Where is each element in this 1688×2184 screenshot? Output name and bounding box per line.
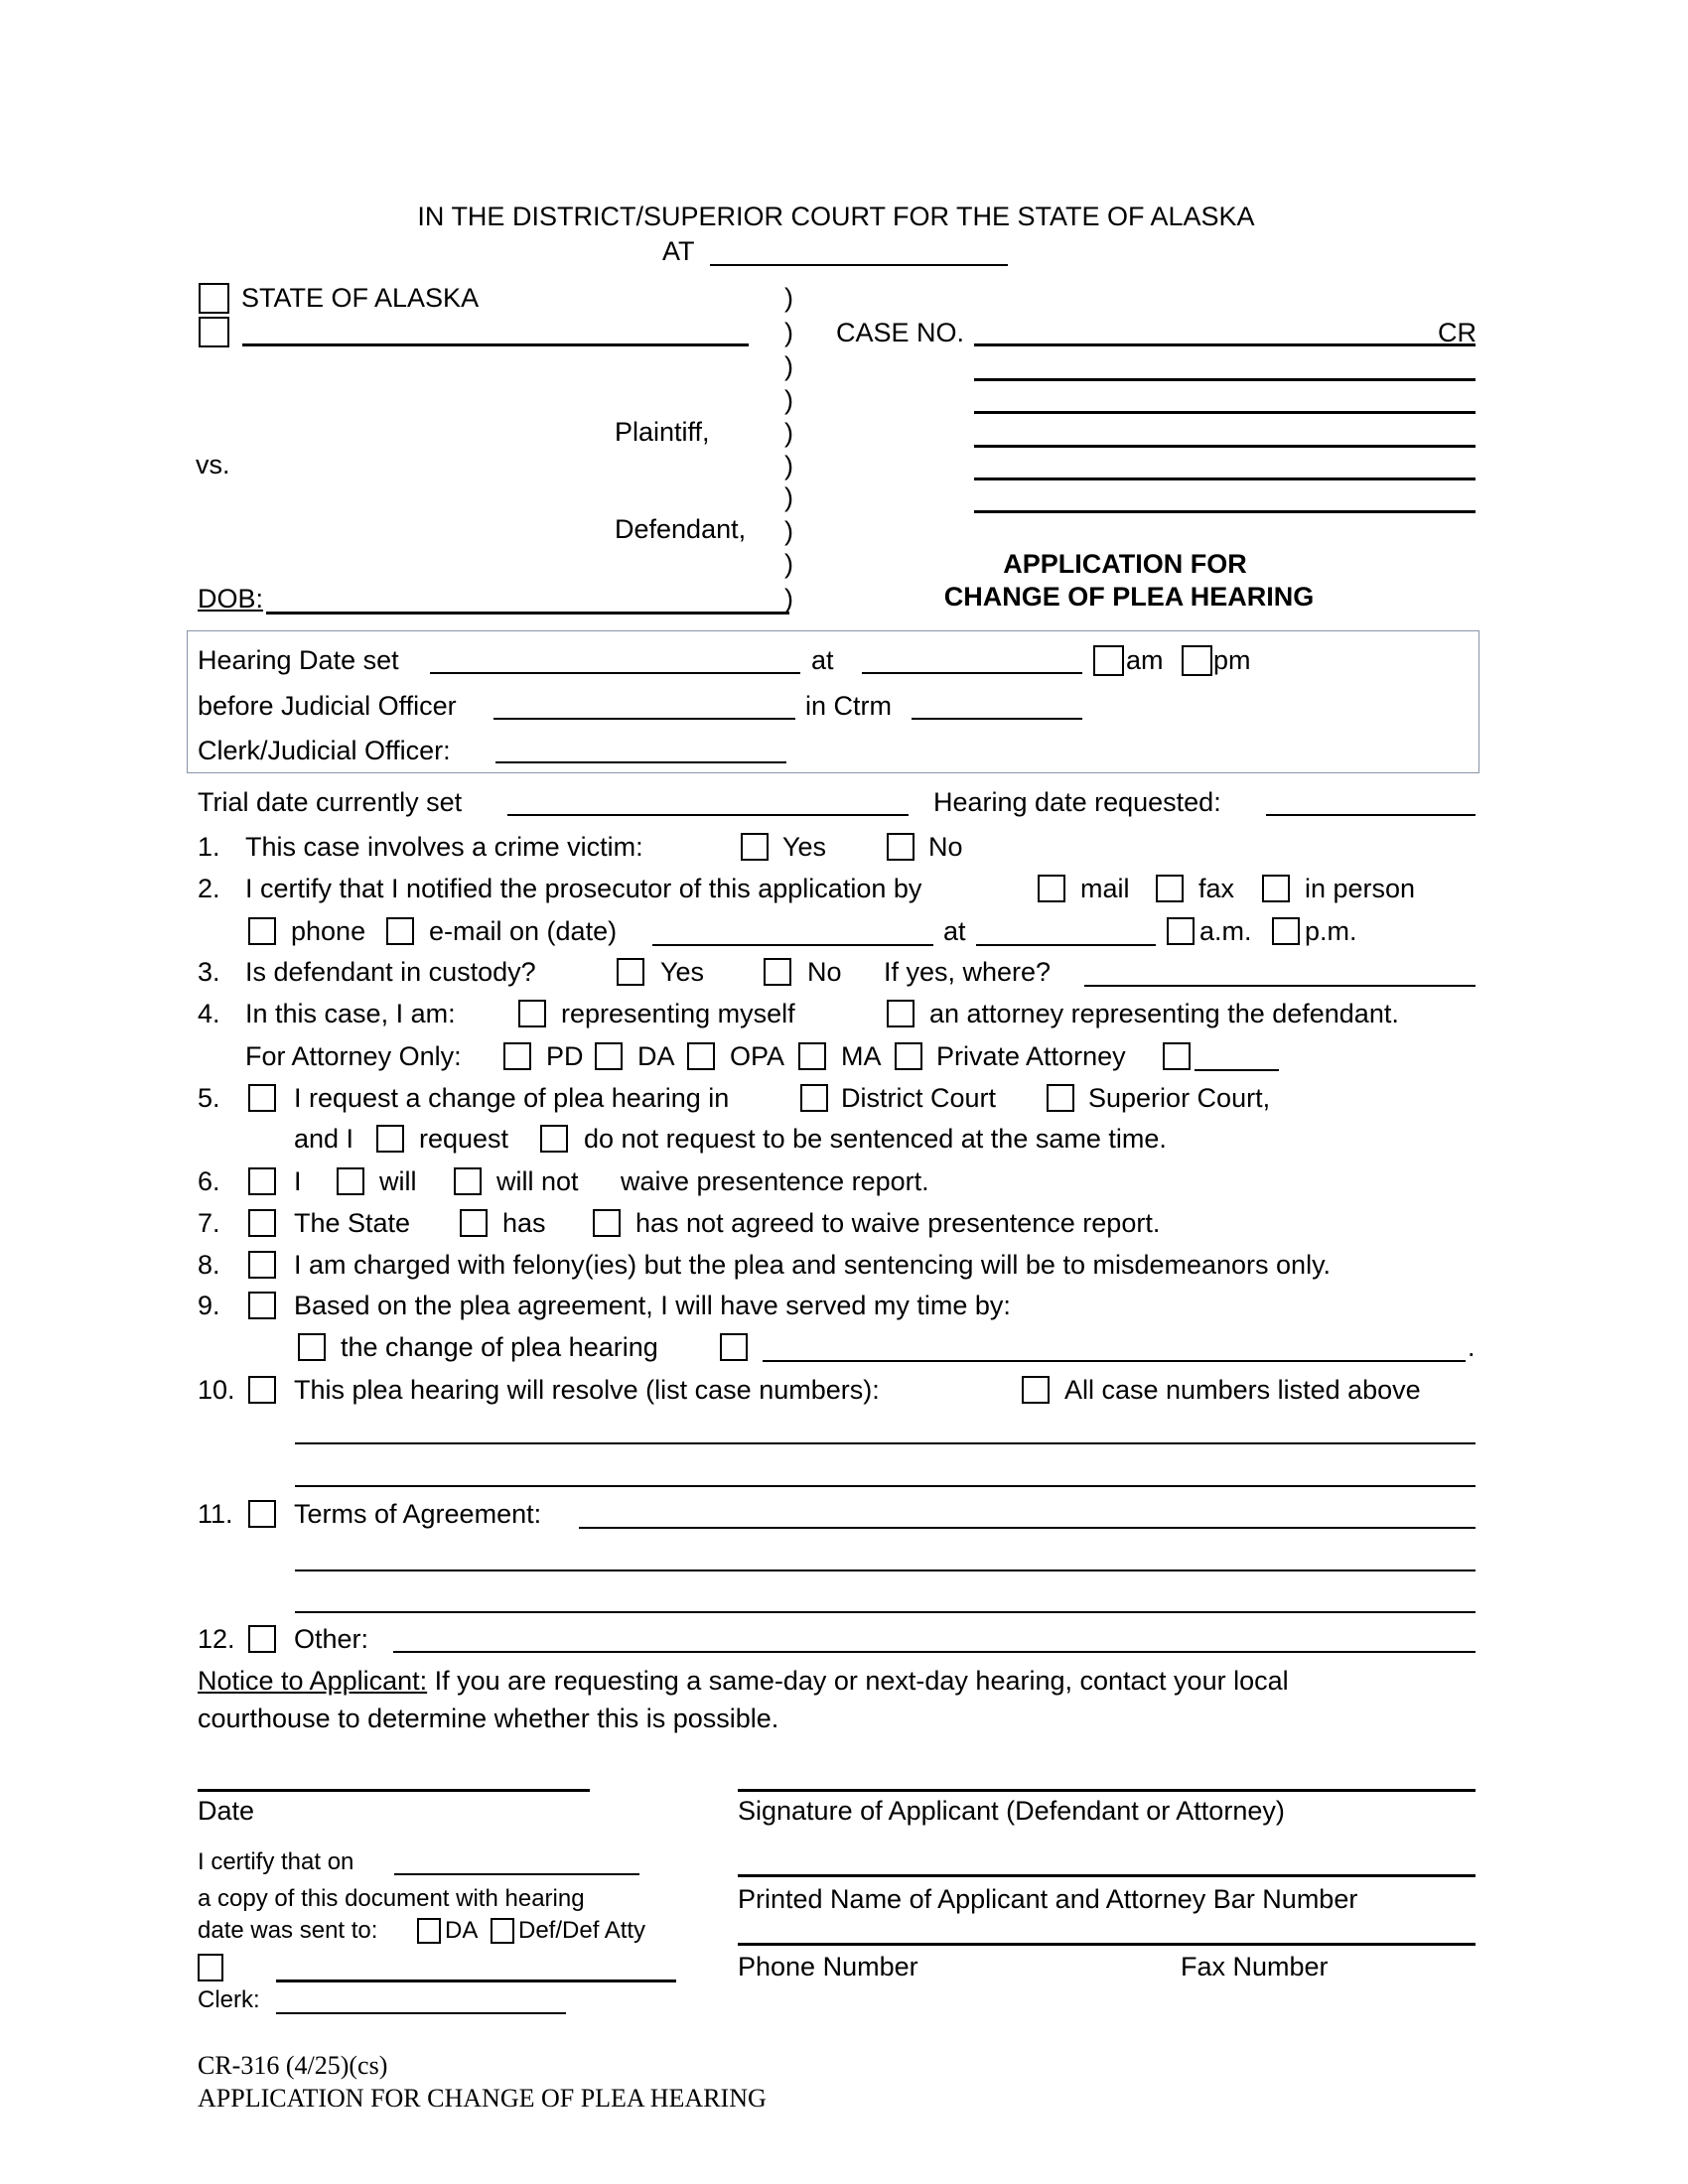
request-label: request	[419, 1124, 509, 1154]
district-court-checkbox[interactable]	[800, 1084, 828, 1112]
case-no-field-3[interactable]	[974, 411, 1476, 414]
private-attorney-checkbox[interactable]	[895, 1042, 922, 1070]
clerk-field[interactable]	[276, 2012, 566, 2014]
yes-label: Yes	[782, 832, 827, 862]
other-attorney-checkbox[interactable]	[1163, 1042, 1191, 1070]
hearing-requested-label: Hearing date requested:	[933, 787, 1221, 817]
pm-label: pm	[1213, 645, 1251, 675]
case-no-field-4[interactable]	[974, 445, 1476, 448]
victim-no-checkbox[interactable]	[887, 833, 914, 861]
form-number: CR-316 (4/25)(cs)	[198, 2051, 388, 2080]
notify-time-field[interactable]	[976, 944, 1156, 946]
trial-date-field[interactable]	[507, 814, 909, 816]
other-date-checkbox[interactable]	[720, 1333, 748, 1361]
dob-field[interactable]	[266, 612, 789, 614]
item7-checkbox[interactable]	[248, 1209, 276, 1237]
clerk-officer-field[interactable]	[495, 761, 786, 763]
case-no-label: CASE NO.	[836, 318, 965, 347]
notify-pm-checkbox[interactable]	[1272, 917, 1300, 945]
time-served-checkbox[interactable]	[248, 1292, 276, 1319]
cr-suffix: CR	[1438, 318, 1477, 347]
sent-da-checkbox[interactable]	[417, 1918, 441, 1944]
mail-checkbox[interactable]	[1038, 875, 1065, 902]
representing-myself-label: representing myself	[561, 999, 795, 1028]
custody-question: Is defendant in custody?	[245, 957, 536, 987]
applicant-role-question: In this case, I am:	[245, 999, 456, 1028]
email-checkbox[interactable]	[386, 917, 414, 945]
form-title-line2: CHANGE OF PLEA HEARING	[943, 582, 1315, 612]
phone-label: phone	[291, 916, 366, 946]
paren: )	[784, 482, 793, 512]
phone-checkbox[interactable]	[248, 917, 276, 945]
pd-label: PD	[546, 1041, 584, 1071]
has-label: has	[502, 1208, 546, 1238]
da-checkbox[interactable]	[595, 1042, 623, 1070]
da-label: DA	[637, 1041, 675, 1071]
other-plaintiff-field[interactable]	[242, 343, 749, 346]
state-has-checkbox[interactable]	[460, 1209, 488, 1237]
case-no-field[interactable]	[974, 343, 1476, 346]
change-hearing-checkbox[interactable]	[298, 1333, 326, 1361]
superior-court-label: Superior Court,	[1088, 1083, 1271, 1113]
request-hearing-label: I request a change of plea hearing in	[294, 1083, 730, 1113]
hearing-time-field[interactable]	[862, 672, 1082, 674]
vs-label: vs.	[196, 450, 230, 479]
court-heading: IN THE DISTRICT/SUPERIOR COURT FOR THE STATE OF ALASKA	[417, 202, 1255, 231]
certify-text: a copy of this document with hearing	[198, 1885, 585, 1912]
date-label: Date	[198, 1796, 255, 1826]
am-label: a.m.	[1199, 916, 1252, 946]
other-plaintiff-checkbox[interactable]	[199, 317, 229, 347]
signature-label: Signature of Applicant (Defendant or Attorney)	[738, 1796, 1285, 1826]
at-label: AT	[662, 236, 695, 266]
certify-label: I certify that on	[198, 1848, 354, 1875]
date-field[interactable]	[198, 1789, 590, 1792]
courtroom-label: in Ctrm	[805, 691, 892, 721]
item-number: 9.	[198, 1291, 220, 1320]
custody-yes-checkbox[interactable]	[617, 958, 644, 986]
judicial-officer-label: before Judicial Officer	[198, 691, 457, 721]
in-person-checkbox[interactable]	[1262, 875, 1290, 902]
signature-field[interactable]	[738, 1789, 1476, 1792]
location-field[interactable]	[710, 264, 1008, 266]
item-number: 5.	[198, 1083, 220, 1113]
plaintiff-label: Plaintiff,	[615, 417, 710, 447]
in-person-label: in person	[1305, 874, 1416, 903]
courtroom-field[interactable]	[912, 718, 1082, 720]
notice-text	[198, 1664, 1289, 1698]
mail-label: mail	[1080, 874, 1130, 903]
item-number: 4.	[198, 999, 220, 1028]
paren: )	[784, 451, 793, 480]
footer-title: APPLICATION FOR CHANGE OF PLEA HEARING	[198, 2084, 767, 2113]
state-of-alaska-checkbox[interactable]	[199, 283, 229, 314]
state-has-not-checkbox[interactable]	[593, 1209, 621, 1237]
case-no-field-6[interactable]	[974, 510, 1476, 513]
will-waive-checkbox[interactable]	[337, 1167, 364, 1195]
state-of-alaska-label: STATE OF ALASKA	[241, 283, 480, 313]
custody-no-checkbox[interactable]	[764, 958, 791, 986]
notify-prosecutor-text: I certify that I notified the prosecutor of this application by	[245, 874, 922, 903]
request-sentencing-checkbox[interactable]	[376, 1125, 404, 1153]
terms-field-2[interactable]	[295, 1570, 1476, 1571]
notify-am-checkbox[interactable]	[1167, 917, 1195, 945]
form-title-line1: APPLICATION FOR	[1003, 549, 1247, 579]
item-number: 3.	[198, 957, 220, 987]
phone-number-label: Phone Number	[738, 1952, 918, 1981]
paren: )	[784, 418, 793, 448]
pd-checkbox[interactable]	[503, 1042, 531, 1070]
case-no-field-2[interactable]	[974, 378, 1476, 381]
item-number: 11.	[198, 1499, 233, 1529]
notify-date-field[interactable]	[652, 944, 933, 946]
notice-label: Notice to Applicant:	[198, 1666, 428, 1696]
sent-def-label: Def/Def Atty	[518, 1917, 646, 1944]
period: .	[1468, 1332, 1476, 1362]
time-served-other-field[interactable]	[763, 1360, 1466, 1362]
misdemeanor-label: I am charged with felony(ies) but the plea and sentencing will be to misdemeanors only.	[294, 1250, 1332, 1280]
all-cases-checkbox[interactable]	[1022, 1376, 1050, 1404]
will-label: will	[379, 1166, 417, 1196]
custody-location-field[interactable]	[1084, 985, 1476, 987]
trial-date-label: Trial date currently set	[198, 787, 463, 817]
item-number: 1.	[198, 832, 220, 862]
item-number: 8.	[198, 1250, 220, 1280]
item-number: 2.	[198, 874, 220, 903]
other-label: Other:	[294, 1624, 369, 1654]
paren: )	[784, 385, 793, 415]
the-state-label: The State	[294, 1208, 411, 1238]
terms-field-1[interactable]	[579, 1527, 1476, 1529]
fax-number-label: Fax Number	[1181, 1952, 1329, 1981]
notice-text-line1: If you are requesting a same-day or next-day hearing, contact your local	[427, 1666, 1289, 1696]
crime-victim-question: This case involves a crime victim:	[245, 832, 643, 862]
paren: )	[784, 283, 793, 313]
hearing-date-field[interactable]	[430, 672, 800, 674]
resolve-cases-label: This plea hearing will resolve (list case numbers):	[294, 1375, 880, 1405]
hearing-requested-field[interactable]	[1266, 814, 1476, 816]
case-no-field-5[interactable]	[974, 478, 1476, 480]
sent-other-field[interactable]	[276, 1979, 676, 1982]
phone-fax-field[interactable]	[738, 1943, 1476, 1946]
attorney-only-label: For Attorney Only:	[245, 1041, 462, 1071]
at-label: at	[811, 645, 834, 675]
paren: )	[784, 318, 793, 347]
ma-checkbox[interactable]	[798, 1042, 826, 1070]
paren: )	[784, 549, 793, 579]
other-attorney-field[interactable]	[1195, 1069, 1279, 1071]
not-request-sentencing-checkbox[interactable]	[540, 1125, 568, 1153]
all-cases-label: All case numbers listed above	[1064, 1375, 1421, 1405]
sent-to-label: date was sent to:	[198, 1917, 378, 1944]
superior-court-checkbox[interactable]	[1047, 1084, 1074, 1112]
pm-checkbox[interactable]	[1182, 645, 1212, 676]
item-number: 7.	[198, 1208, 220, 1238]
clerk-label: Clerk:	[198, 1986, 260, 2013]
email-date-label: e-mail on (date)	[429, 916, 618, 946]
sent-other-checkbox[interactable]	[198, 1954, 223, 1981]
will-not-label: will not	[496, 1166, 579, 1196]
terms-label: Terms of Agreement:	[294, 1499, 542, 1529]
no-label: No	[807, 957, 842, 987]
case-numbers-field-2[interactable]	[295, 1485, 1476, 1487]
resolve-cases-checkbox[interactable]	[248, 1376, 276, 1404]
clerk-officer-label: Clerk/Judicial Officer:	[198, 736, 451, 765]
waive-report-label: waive presentence report.	[621, 1166, 929, 1196]
i-label: I	[294, 1166, 302, 1196]
paren: )	[784, 351, 793, 381]
private-attorney-label: Private Attorney	[936, 1041, 1126, 1071]
if-yes-where-label: If yes, where?	[884, 957, 1052, 987]
district-court-label: District Court	[841, 1083, 997, 1113]
printed-name-field[interactable]	[738, 1874, 1476, 1877]
dob-label: DOB:	[198, 584, 264, 614]
opa-label: OPA	[730, 1041, 785, 1071]
no-label: No	[928, 832, 963, 862]
fax-checkbox[interactable]	[1156, 875, 1184, 902]
representing-myself-checkbox[interactable]	[518, 1000, 546, 1027]
judicial-officer-field[interactable]	[493, 718, 795, 720]
at-label: at	[943, 916, 966, 946]
case-numbers-field-1[interactable]	[295, 1442, 1476, 1444]
paren: )	[784, 516, 793, 546]
am-checkbox[interactable]	[1093, 645, 1124, 676]
time-served-label: Based on the plea agreement, I will have served my time by:	[294, 1291, 1011, 1320]
item6-checkbox[interactable]	[248, 1167, 276, 1195]
change-hearing-label: the change of plea hearing	[341, 1332, 658, 1362]
has-not-label: has not agreed to waive presentence report.	[635, 1208, 1161, 1238]
notice-text-line2: courthouse to determine whether this is possible.	[198, 1704, 779, 1733]
misdemeanor-checkbox[interactable]	[248, 1251, 276, 1279]
pm-label: p.m.	[1305, 916, 1357, 946]
hearing-date-label: Hearing Date set	[198, 645, 399, 675]
defendant-label: Defendant,	[615, 514, 747, 544]
ma-label: MA	[841, 1041, 882, 1071]
yes-label: Yes	[660, 957, 705, 987]
attorney-label: an attorney representing the defendant.	[929, 999, 1399, 1028]
sent-da-label: DA	[445, 1917, 479, 1944]
attorney-checkbox[interactable]	[887, 1000, 914, 1027]
item-number: 10.	[198, 1375, 235, 1405]
item-number: 6.	[198, 1166, 220, 1196]
will-not-waive-checkbox[interactable]	[454, 1167, 482, 1195]
sent-def-checkbox[interactable]	[491, 1918, 514, 1944]
other-checkbox[interactable]	[248, 1625, 276, 1653]
paren: )	[784, 584, 793, 614]
other-field[interactable]	[393, 1651, 1476, 1653]
am-label: am	[1126, 645, 1164, 675]
fax-label: fax	[1198, 874, 1235, 903]
not-request-label: do not request to be sentenced at the same time.	[584, 1124, 1167, 1154]
certify-date-field[interactable]	[394, 1873, 639, 1875]
item-number: 12.	[198, 1624, 235, 1654]
victim-yes-checkbox[interactable]	[741, 833, 769, 861]
terms-field-3[interactable]	[295, 1611, 1476, 1613]
request-hearing-checkbox[interactable]	[248, 1084, 276, 1112]
and-i-label: and I	[294, 1124, 354, 1154]
terms-checkbox[interactable]	[248, 1500, 276, 1528]
opa-checkbox[interactable]	[687, 1042, 715, 1070]
printed-name-label: Printed Name of Applicant and Attorney Bar Number	[738, 1884, 1358, 1914]
